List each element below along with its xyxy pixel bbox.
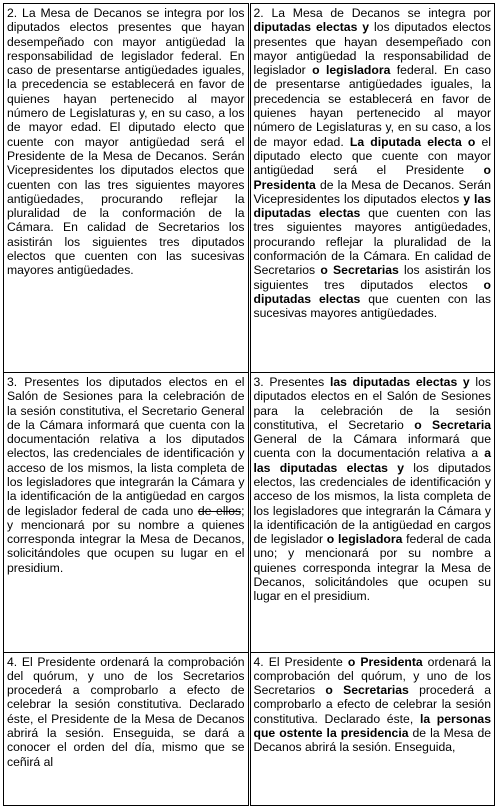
comparison-table — [3, 3, 495, 806]
table-row — [4, 652, 495, 805]
article-paragraph — [7, 655, 245, 769]
text-run: General de la Cámara informará que cuenta con la documentación relativa a — [253, 432, 491, 461]
text-run: los diputados electos en el Salón de Sesiones para la celebración de la sesión constitutiva, el Secretario — [253, 374, 492, 432]
table-row — [4, 372, 495, 652]
article-paragraph — [7, 6, 245, 278]
added-text: o Secretarias — [325, 683, 409, 698]
article-paragraph — [254, 375, 492, 604]
text-run: 4. El Presidente — [253, 654, 348, 669]
added-text: la personas que ostente la presidencia — [253, 711, 491, 741]
text-run: procederá a comprobarlo a efecto de celebrar la sesión constitutiva. Declarado éste, — [253, 683, 492, 726]
text-run: el diputado electo que cuente con mayor antigüedad será el Presidente — [253, 134, 491, 178]
added-text: o Secretaria — [414, 417, 492, 432]
article-paragraph — [254, 655, 492, 755]
text-run: 3. Presentes — [253, 374, 330, 389]
text-run: los diputados electos presentes que hayan desempeñado con mayor antigüedad la responsabilidad de legislador — [253, 20, 491, 78]
added-text: a las diputadas electas y — [253, 446, 491, 475]
added-text: o Secretarias — [320, 263, 399, 278]
added-text: o Presidenta — [253, 163, 491, 192]
added-text: las diputadas electas y — [329, 374, 470, 389]
added-text: y las diputadas electas — [253, 191, 492, 221]
current-text-cell — [4, 372, 250, 652]
text-run: los asistirán los siguientes tres diputados electos — [253, 263, 492, 292]
deleted-text: de ellos — [197, 503, 242, 518]
added-text: diputadas electas y — [253, 20, 370, 35]
text-run: 3. Presentes los diputados electos en el Salón de Sesiones para la celebración de la sesión constitutiva, el Secretario General de la Cámara informará que cuenta con la documentación relativa a los diputados electos, las credenciales de identificación y acceso de los mismos, la lista completa de los legisladores que integrarán la Cámara y la identificación de la antigüedad en cargos de legislador federal de cada uno — [7, 374, 245, 518]
text-run: de la Mesa de Decanos abrirá la sesión. Enseguida, — [253, 726, 491, 755]
added-text: La diputada electa o — [349, 134, 476, 149]
table-row — [4, 4, 495, 373]
text-run: de la Mesa de Decanos. Serán Vicepresidentes los diputados electos — [253, 177, 491, 206]
current-text-cell — [4, 4, 250, 373]
proposed-text-cell — [249, 652, 495, 805]
text-run: los diputados electos, las credenciales de identificación y acceso de los mismos, la lista completa de los legisladores que integrarán la Cámara y la identificación de la antigüedad en cargos de legislador — [253, 460, 491, 547]
added-text: o diputadas electas — [253, 277, 491, 306]
text-run: federal de cada uno; y mencionará por su nombre a quienes corresponda integrar la Mesa de Decanos, solicitándoles que ocupen su lugar en el presidium. — [253, 532, 491, 604]
added-text: o legisladora — [326, 532, 403, 547]
text-run: que cuenten con las tres siguientes mayores antigüedades, procurando reflejar la pluralidad de la conformación de la Cámara. En calidad de Secretarios — [253, 206, 491, 278]
text-run: ordenará la comprobación del quórum, y uno de los Secretarios — [253, 654, 491, 698]
article-paragraph — [7, 375, 245, 575]
proposed-text-cell — [249, 372, 495, 652]
text-run: federal. En caso de presentarse antigüedades iguales, la precedencia se establecerá en favor de quienes hayan pertenecido al mayor número de Legislaturas y, en su caso, a los de mayor edad. — [253, 63, 491, 149]
text-run: ; y mencionará por su nombre a quienes corresponda integrar la Mesa de Decanos, solicitándoles que ocupen su lugar en el presidium. — [7, 503, 245, 575]
text-run: 2. La Mesa de Decanos se integra por — [253, 6, 491, 20]
text-run: que cuenten con las sucesivas mayores antigüedades. — [253, 291, 491, 321]
proposed-text-cell — [249, 4, 495, 373]
text-run: 2. La Mesa de Decanos se integra por los diputados electos presentes que hayan desempeñado con mayor antigüedad la responsabilidad de legislador federal. En caso de presentarse antigüedades iguales, la precedencia se establecerá en favor de quienes hayan pertenecido al mayor número de Legislaturas y, en su caso, a los de mayor edad. El diputado electo que cuente con mayor antigüedad será el Presidente de la Mesa de Decanos. Serán Vicepresidentes los diputados electos que cuenten con las tres siguientes mayores antigüedades, procurando reflejar la pluralidad de la conformación de la Cámara. En calidad de Secretarios los asistirán los siguientes tres diputados electos que cuenten con las sucesivas mayores antigüedades. — [7, 6, 245, 278]
current-text-cell — [4, 652, 250, 805]
article-paragraph — [254, 6, 492, 321]
added-text: o Presidenta — [347, 654, 423, 669]
added-text: o legisladora — [312, 63, 391, 78]
text-run: 4. El Presidente ordenará la comprobación del quórum, y uno de los Secretarios procederá a comprobarlo a efecto de celebrar la sesión constitutiva. Declarado éste, el Presidente de la Mesa de Decanos abrirá la sesión. Enseguida, se dará a conocer el orden del día, mismo que se ceñirá al — [7, 654, 245, 769]
